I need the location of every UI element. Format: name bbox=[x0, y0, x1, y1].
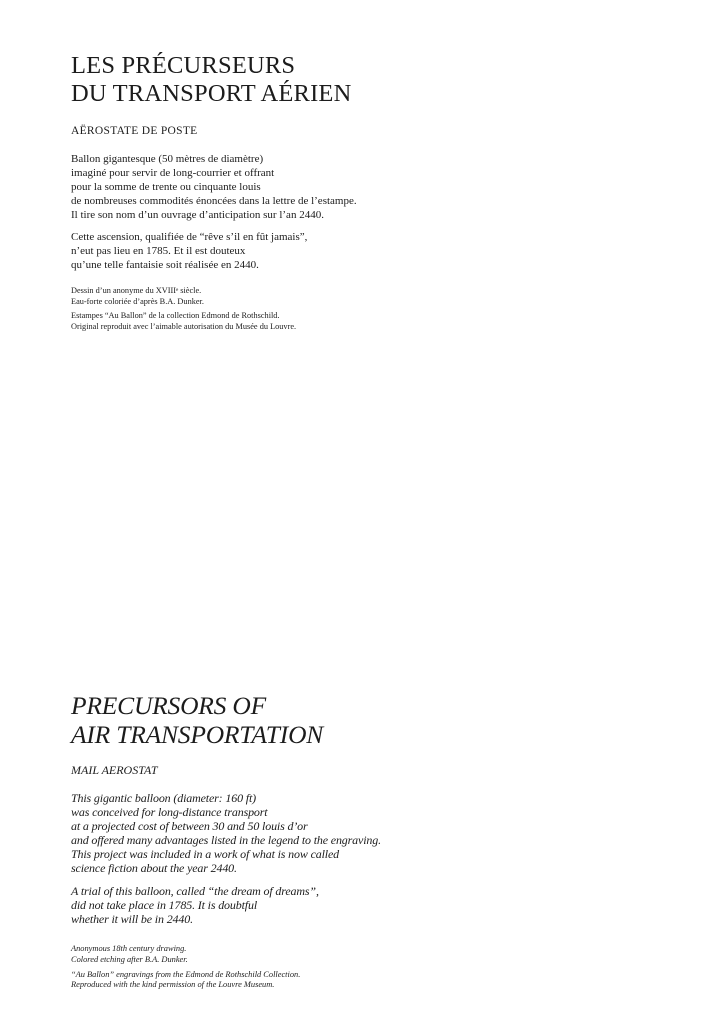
text-line: pour la somme de trente ou cinquante louis bbox=[71, 181, 261, 193]
credit-line: Estampes “Au Ballon” de la collection Edmond de Rothschild. bbox=[71, 311, 280, 321]
english-paragraph-2 bbox=[71, 884, 678, 926]
english-credits-drawing bbox=[71, 944, 678, 966]
text-line: This project was included in a work of what is now called bbox=[71, 847, 340, 861]
credit-line: Colored etching after B.A. Dunker. bbox=[71, 954, 188, 964]
french-section bbox=[71, 52, 678, 332]
french-title-line: DU TRANSPORT AÉRIEN bbox=[71, 79, 352, 107]
credit-line: Dessin d’un anonyme du XVIIIᵉ siècle. bbox=[71, 286, 202, 295]
credit-line: Original reproduit avec l’aimable autorisation du Musée du Louvre. bbox=[71, 321, 297, 331]
credit-line: Reproduced with the kind permission of the Louvre Museum. bbox=[71, 980, 275, 990]
text-line: whether it will be in 2440. bbox=[71, 912, 193, 926]
text-line: qu’une telle fantaisie soit réalisée en 2440. bbox=[71, 259, 259, 271]
french-paragraph-1 bbox=[71, 152, 678, 222]
text-line: de nombreuses commodités énoncées dans la lettre de l’estampe. bbox=[71, 195, 357, 207]
english-section bbox=[71, 692, 678, 991]
english-title-line: PRECURSORS OF bbox=[71, 691, 266, 720]
credit-line: “Au Ballon” engravings from the Edmond de Rothschild Collection. bbox=[71, 969, 301, 979]
french-title-line: LES PRÉCURSEURS bbox=[71, 52, 296, 79]
text-line: Il tire son nom d’un ouvrage d’anticipation sur l’an 2440. bbox=[71, 209, 324, 221]
french-paragraph-2 bbox=[71, 230, 678, 272]
english-credits-collection bbox=[71, 970, 678, 992]
credit-line: Anonymous 18th century drawing. bbox=[71, 944, 187, 953]
english-subtitle: MAIL AEROSTAT bbox=[71, 763, 158, 777]
text-line: did not take place in 1785. It is doubtful bbox=[71, 898, 258, 912]
english-title-line: AIR TRANSPORTATION bbox=[71, 719, 324, 749]
text-line: was conceived for long-distance transport bbox=[71, 805, 268, 819]
credit-line: Eau-forte coloriée d’après B.A. Dunker. bbox=[71, 296, 204, 306]
english-title bbox=[71, 692, 678, 749]
french-title bbox=[71, 52, 678, 107]
text-line: at a projected cost of between 30 and 50 louis d’or bbox=[71, 819, 308, 833]
text-line: Ballon gigantesque (50 mètres de diamètre) bbox=[71, 153, 264, 165]
english-paragraph-1 bbox=[71, 791, 678, 875]
text-line: A trial of this balloon, called “the dream of dreams”, bbox=[71, 884, 319, 898]
text-line: science fiction about the year 2440. bbox=[71, 861, 237, 875]
text-line: n’eut pas lieu en 1785. Et il est douteux bbox=[71, 245, 246, 257]
text-line: This gigantic balloon (diameter: 160 ft) bbox=[71, 791, 256, 805]
text-line: and offered many advantages listed in the legend to the engraving. bbox=[71, 833, 381, 847]
french-subtitle: AËROSTATE DE POSTE bbox=[71, 125, 198, 137]
french-credits-collection bbox=[71, 311, 678, 332]
text-line: imaginé pour servir de long-courrier et offrant bbox=[71, 167, 275, 179]
text-line: Cette ascension, qualifiée de “rêve s’il en fût jamais”, bbox=[71, 231, 308, 243]
french-credits-drawing bbox=[71, 286, 678, 307]
